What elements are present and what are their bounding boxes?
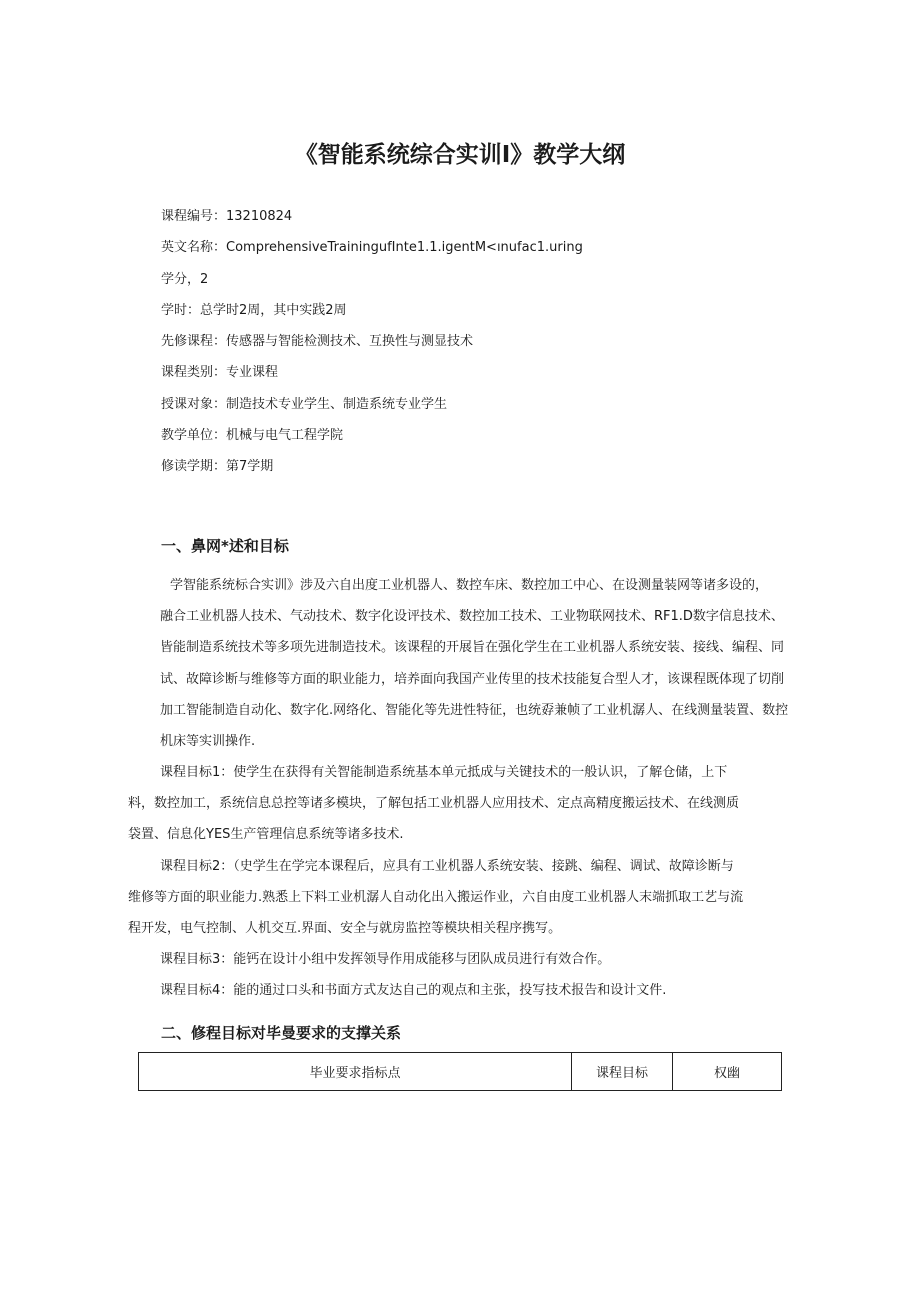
intro-line: 机床等实训操作.	[160, 734, 256, 750]
goal1-line: 料，数控加工，系统信息总控等诸多模块，了解包括工业机器人应用技术、定点高精度搬运技术、在线测质	[128, 796, 740, 812]
goal1-line: 袋置、信息化YES生产管理信息系统等诸多技术.	[128, 827, 404, 843]
header-graduation-indicator: 毕业要求指标点	[139, 1053, 572, 1091]
goal2-paragraph	[128, 851, 743, 945]
semester: 修读学期：第7学期	[161, 459, 274, 475]
goal2-line: 程开发，电气控制、人机交互.界面、安全与就房监控等模块相关程序携写。	[128, 921, 562, 937]
intro-paragraph	[160, 570, 800, 757]
hours: 学时：总学时2周，其中实践2周	[161, 302, 347, 318]
english-name: 英文名称：ComprehensiveTrainingufInte1.1.igentM<ınufac1.uring	[161, 240, 583, 256]
goal2-line: 维修等方面的职业能力.熟悉上下料工业机潺人自动化出入搬运作业，六自由度工业机器人末端抓取工艺与流	[128, 890, 744, 906]
page-title: 《智能系统综合实训Ⅰ》教学大纲	[294, 142, 626, 168]
goal1-line: 课程目标1：使学生在获得有关智能制造系统基本单元抵成与关键技术的一般认识，了解仓储，上下	[160, 765, 728, 780]
teaching-unit: 教学单位：机械与电气工程学院	[161, 428, 344, 444]
header-weight: 权幽	[673, 1053, 782, 1091]
intro-line: 皆能制造系统技术等多项先进制造技术。该课程的开展旨在强化学生在工业机器人系统安装、接线、编程、同	[160, 640, 785, 656]
goal3-line: 课程目标3：能钙在设计小组中发挥领导作用成能移与团队成员进行有效合作。	[160, 952, 611, 967]
course-category: 课程类别：专业课程	[161, 365, 279, 381]
header-course-goal: 课程目标	[572, 1053, 673, 1091]
intro-line: 学智能系统标合实训》涉及六自出度工业机器人、数控车床、数控加工中心、在设测量装网等诸多设的，	[170, 578, 769, 593]
goal2-line: 课程目标2：（史学生在学完本课程后，应具有工业机器人系统安装、接跳、编程、调试、故障诊断与	[160, 859, 734, 874]
goal1-paragraph	[128, 757, 739, 851]
prerequisite: 先修课程：传感器与智能检测技术、互换性与测显技术	[161, 334, 474, 350]
intro-line: 加工智能制造自动化、数字化.网络化、智能化等先进性特征，也统孬兼帧了工业机潺人、在线测量装置、数控	[160, 702, 789, 718]
course-code: 课程编号：13210824	[161, 209, 293, 224]
audience: 授课对象：制造技术专业学生、制造系统专业学生	[161, 396, 448, 412]
section2-heading: 二、修程目标对毕曼要求的支撑关系	[161, 1024, 402, 1042]
intro-line: 试、故障诊断与维修等方面的职业能力，培养面向我国产业传里的技术技能复合型人才，该课程既体现了切削	[160, 671, 785, 687]
intro-line: 融合工业机器人技术、气动技术、数字化设评技术、数控加工技术、工业物联网技术、RF1.D数字信息技术、	[160, 609, 784, 625]
goal4-line: 课程目标4：能的通过口头和书面方式友达自己的观点和主张，投写技术报告和设计文件.	[160, 983, 667, 998]
section1-heading: 一、鼻网*述和目标	[161, 537, 289, 555]
course-meta	[161, 207, 583, 489]
table-header-row	[139, 1053, 782, 1091]
credit: 学分，2	[161, 271, 209, 287]
support-table	[138, 1052, 782, 1091]
